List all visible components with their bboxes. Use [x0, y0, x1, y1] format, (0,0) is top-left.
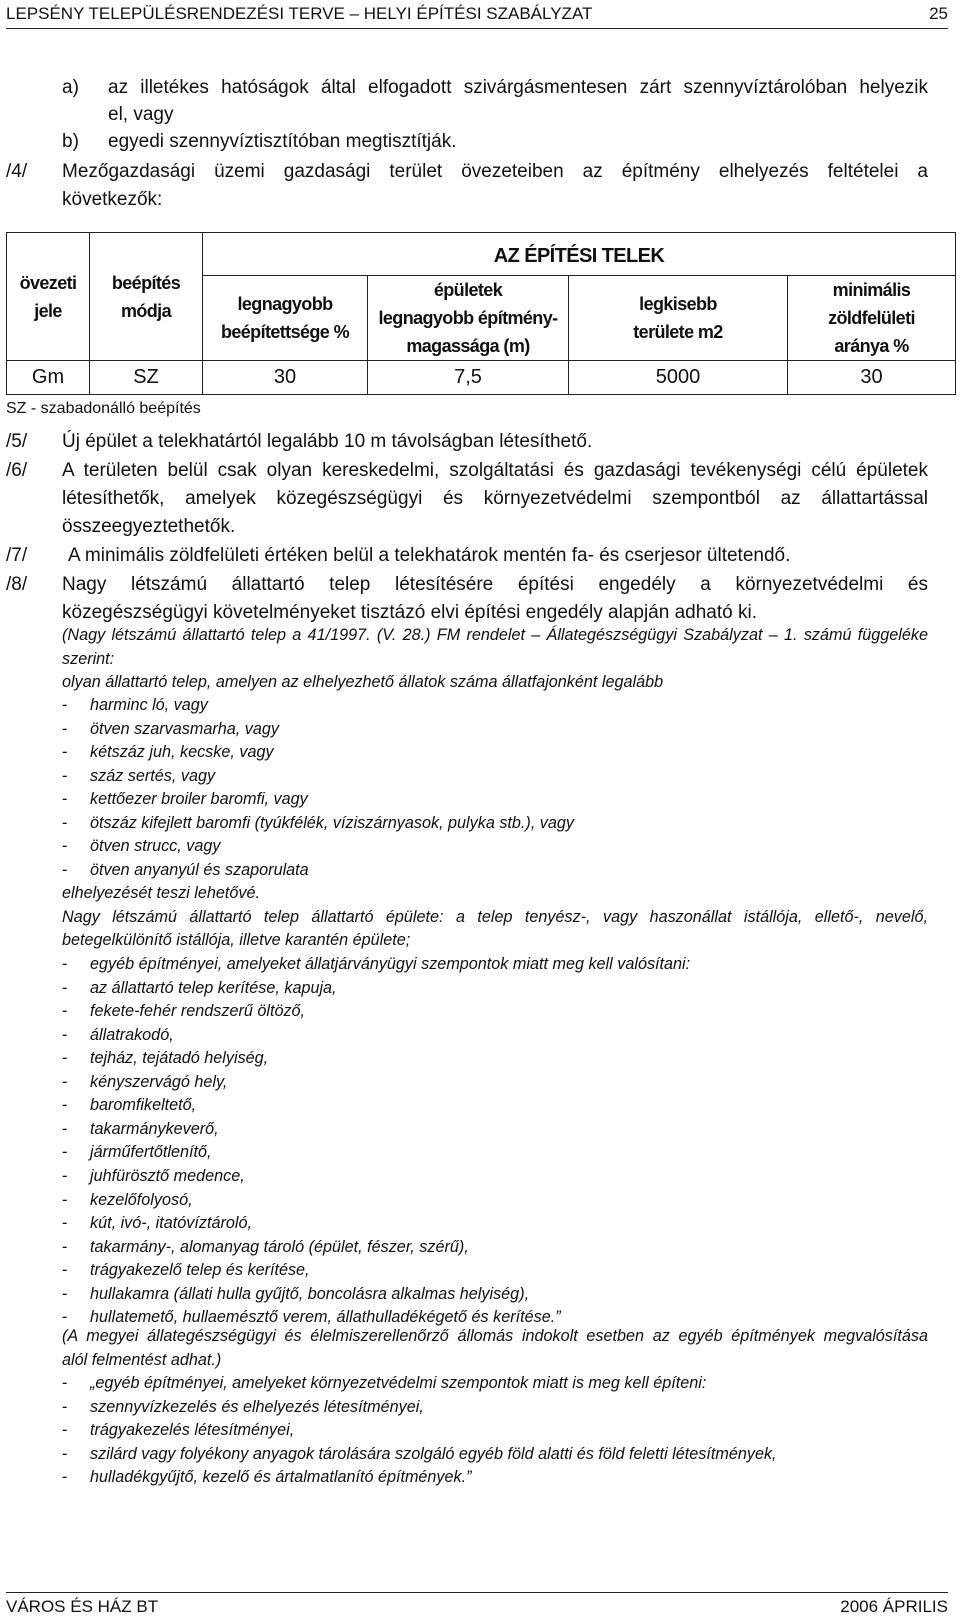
list-item: ötven strucc, vagy — [90, 837, 221, 856]
page-footer — [6, 1592, 948, 1619]
list-bullet: - — [62, 1190, 68, 1209]
list-bullet: - — [62, 1237, 68, 1256]
list-item: hulladékgyűjtő, kezelő és ártalmatlanító építmények.” — [90, 1468, 472, 1487]
item-b-label: b) — [62, 131, 79, 152]
list-item: kút, ivó-, itatóvíztároló, — [90, 1214, 252, 1233]
note-text: betegelkülönítő istállója, illetve karantén épülete; — [62, 931, 411, 949]
list-bullet: - — [62, 860, 68, 879]
section-text-cont: következők: — [62, 189, 163, 210]
note-text: Nagy létszámú állattartó telep állattartó épülete: a telep tenyész-, vagy haszonállat istállója, ellető-, nevelő, — [62, 908, 928, 926]
list-bullet: - — [62, 1049, 68, 1068]
section-text: A minimális zöldfelületi értéken belül a telekhatárok mentén fa- és cserjesor ültetendő. — [68, 545, 791, 566]
section-text-cont: létesíthetők, amelyek közegészségügyi és környezetvédelmi szempontból az állattartással — [62, 488, 928, 509]
footer-date: 2006 ÁPRILIS — [840, 1597, 948, 1616]
list-bullet: - — [62, 1421, 68, 1440]
table-cell: 30 — [788, 361, 956, 395]
list-bullet: - — [62, 813, 68, 832]
list-bullet: - — [62, 1119, 68, 1138]
list-bullet: - — [62, 719, 68, 738]
list-item: takarmány-, alomanyag tároló (épület, fészer, szérű), — [90, 1237, 469, 1256]
list-bullet: - — [62, 837, 68, 856]
list-bullet: - — [62, 1096, 68, 1115]
col-header-coverage: legnagyobb beépítettsége % — [203, 276, 368, 361]
table-group-header: AZ ÉPÍTÉSI TELEK — [203, 233, 956, 276]
table-cell: 30 — [203, 361, 368, 395]
item-b-text: egyedi szennyvíztisztítóban megtisztítják. — [108, 131, 457, 152]
list-bullet: - — [62, 955, 68, 973]
list-item: állatrakodó, — [90, 1025, 174, 1044]
list-item: ötszáz kifejlett baromfi (tyúkfélék, víziszárnyasok, pulyka stb.), vagy — [90, 813, 575, 832]
page-number: 25 — [929, 4, 948, 23]
list-item: harminc ló, vagy — [90, 696, 208, 714]
list-bullet: - — [62, 1002, 68, 1021]
list-bullet: - — [62, 1261, 68, 1280]
list-item: trágyakezelő telep és kerítése, — [90, 1261, 310, 1280]
list-bullet: - — [62, 1374, 68, 1392]
table-cell: SZ — [90, 361, 203, 395]
section-number: /4/ — [6, 161, 28, 182]
list-item: fekete-fehér rendszerű öltöző, — [90, 1002, 306, 1021]
col-header-mode: beépítés módja — [90, 233, 203, 361]
list-item: kétszáz juh, kecske, vagy — [90, 743, 274, 762]
list-item: kényszervágó hely, — [90, 1072, 228, 1091]
section-text-cont: összeegyeztethetők. — [62, 516, 236, 537]
list-bullet: - — [62, 743, 68, 762]
list-item: kezelőfolyosó, — [90, 1190, 193, 1209]
list-bullet: - — [62, 790, 68, 809]
section-number: /6/ — [6, 460, 28, 481]
list-bullet: - — [62, 1397, 68, 1416]
list-bullet: - — [62, 1444, 68, 1463]
page-header — [6, 4, 948, 29]
list-bullet: - — [62, 766, 68, 785]
list-bullet: - — [62, 1468, 68, 1487]
list-bullet: - — [62, 1166, 68, 1185]
list-item: hullakamra (állati hulla gyűjtő, boncolásra alkalmas helyiség), — [90, 1284, 530, 1303]
col-header-zone: övezeti jele — [7, 233, 90, 361]
list-bullet: - — [62, 1143, 68, 1162]
table-cell: 5000 — [569, 361, 788, 395]
list-item: kettőezer broiler baromfi, vagy — [90, 790, 308, 809]
document-title: LEPSÉNY TELEPÜLÉSRENDEZÉSI TERVE – HELYI ÉPÍTÉSI SZABÁLYZAT — [6, 4, 593, 23]
list-item: járműfertőtlenítő, — [90, 1143, 212, 1162]
list-bullet: - — [62, 1025, 68, 1044]
list-item: ötven anyanyúl és szaporulata — [90, 860, 309, 879]
list-bullet: - — [62, 1284, 68, 1303]
list-item: száz sertés, vagy — [90, 766, 216, 785]
table-cell: 7,5 — [368, 361, 569, 395]
section-text: Mezőgazdasági üzemi gazdasági terület övezeteiben az építmény elhelyezés feltételei a — [62, 161, 928, 182]
item-a-text-cont: el, vagy — [108, 104, 174, 125]
note-text: (Nagy létszámú állattartó telep a 41/1997. (V. 28.) FM rendelet – Állategészségügyi Szabályzat – 1. számú függeléke — [62, 626, 928, 644]
list-item: szilárd vagy folyékony anyagok tárolására szolgáló egyéb föld alatti és föld feletti létesítmények, — [90, 1444, 777, 1463]
list-item: ötven szarvasmarha, vagy — [90, 719, 279, 738]
list-item: „egyéb építményei, amelyeket környezetvédelmi szempontok miatt is meg kell építeni: — [90, 1374, 707, 1392]
table-cell: Gm — [7, 361, 90, 395]
list-item: takarmánykeverő, — [90, 1119, 219, 1138]
list-item: az állattartó telep kerítése, kapuja, — [90, 978, 337, 997]
col-header-area: legkisebb területe m2 — [569, 276, 788, 361]
note-text: olyan állattartó telep, amelyen az elhelyezhető állatok száma állatfajonként legalább — [62, 673, 664, 691]
list-item: baromfikeltető, — [90, 1096, 197, 1115]
list-item: hullatemető, hullaemésztő verem, állathulladékégető és kerítése.” — [90, 1308, 561, 1327]
section-number: /7/ — [6, 545, 28, 566]
regulation-table — [6, 232, 956, 395]
list-bullet: - — [62, 696, 68, 714]
note-text: szerint: — [62, 650, 115, 668]
list-bullet: - — [62, 1072, 68, 1091]
section-text: Nagy létszámú állattartó telep létesítésére építési engedély a környezetvédelmi és — [62, 574, 928, 595]
section-number: /5/ — [6, 431, 28, 452]
section-text: A területen belül csak olyan kereskedelmi, szolgáltatási és gazdasági tevékenységi célú épületek — [62, 460, 928, 481]
note-text: elhelyezését teszi lehetővé. — [62, 884, 260, 902]
table-note: SZ - szabadonálló beépítés — [6, 400, 201, 417]
list-item: juhfürösztő medence, — [90, 1166, 245, 1185]
item-a-text: az illetékes hatóságok által elfogadott szivárgásmentesen zárt szennyvíztárolóban helyezik — [108, 77, 928, 98]
list-bullet: - — [62, 1214, 68, 1233]
section-text-cont: közegészségügyi követelményeket tisztázó elvi építési engedély alapján adható ki. — [62, 602, 757, 623]
item-a-label: a) — [62, 77, 79, 98]
list-item: egyéb építményei, amelyeket állatjárványügyi szempontok miatt meg kell valósítani: — [90, 955, 691, 973]
list-item: trágyakezelés létesítményei, — [90, 1421, 295, 1440]
list-item: tejház, tejátadó helyiség, — [90, 1049, 269, 1068]
list-item: szennyvízkezelés és elhelyezés létesítményei, — [90, 1397, 424, 1416]
note-text: alól felmentést adhat.) — [62, 1351, 222, 1369]
section-text: Új épület a telekhatártól legalább 10 m távolságban létesíthető. — [62, 431, 593, 452]
section-number: /8/ — [6, 574, 28, 595]
col-header-green: minimális zöldfelületi aránya % — [788, 276, 956, 361]
col-header-height: épületek legnagyobb építmény- magassága (m) — [368, 276, 569, 361]
list-bullet: - — [62, 1308, 68, 1327]
list-bullet: - — [62, 978, 68, 997]
note-text: (A megyei állategészségügyi és élelmiszerellenőrző állomás indokolt esetben az egyéb építmények megvalósítása — [62, 1327, 928, 1345]
footer-company: VÁROS ÉS HÁZ BT — [6, 1597, 159, 1616]
